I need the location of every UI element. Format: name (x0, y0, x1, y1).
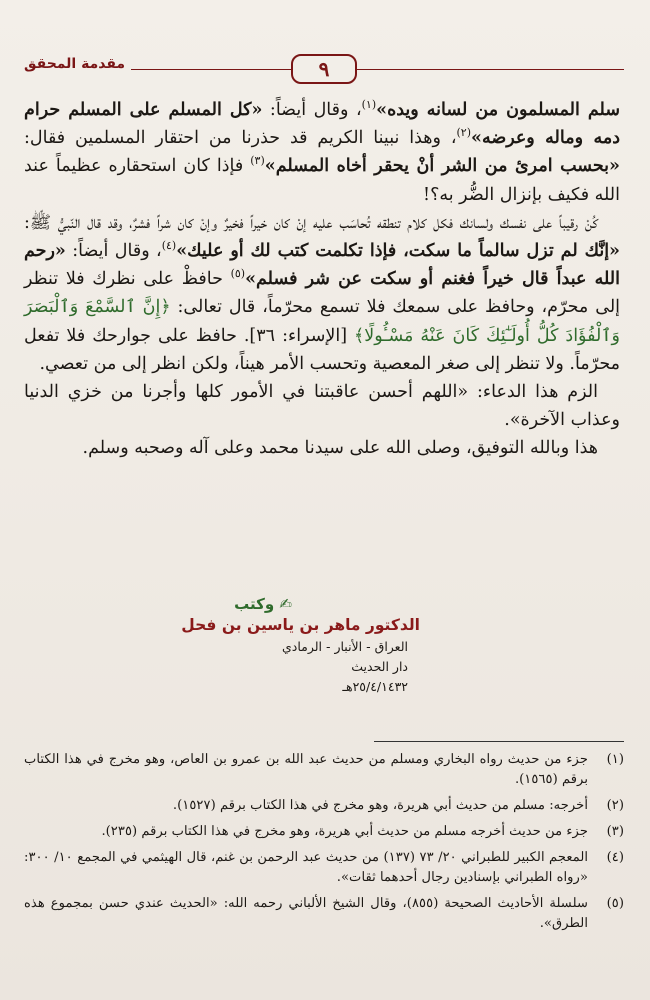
paragraph (24, 96, 620, 209)
paragraph (24, 209, 620, 378)
text-run: حافظْ على نظرك فلا تنظر إلى محرّم، وحافظ على سمعك فلا تسمع محرّماً، قال تعالى: (24, 269, 621, 318)
hadith-quote: سلم المسلمون من لسانه ويده» (376, 100, 620, 120)
page-number: ٩ (291, 54, 357, 84)
hadith-quote: «إنَّك لم تزل سالماً ما سكت، فإذا تكلمت كتب لك أو عليك» (176, 241, 620, 262)
hadith-quote: «كل المسلم على المسلم حرام دمه وماله وعرضه» (24, 100, 620, 149)
footnote-text: سلسلة الأحاديث الصحيحة (٨٥٥)، وقال الشيخ الألباني رحمه الله: «الحديث عندي حسن بمجموع هذه الطرق». (24, 896, 588, 931)
signature-date: ٢٥/٤/١٤٣٢هـ (342, 679, 408, 694)
footnote-number: (٢) (606, 798, 624, 813)
footnote-ref: (٣) (250, 154, 265, 168)
paragraph: هذا وبالله التوفيق، وصلى الله على سيدنا محمد وعلى آله وصحبه وسلم. (82, 438, 598, 459)
footnote-number: (٥) (606, 896, 624, 911)
footnote-text: المعجم الكبير للطبراني ٢٠/ ٧٣ (١٣٧) من حديث عبد الرحمن بن غنم، قال الهيثمي في المجمع ١٠/ ٣٠٠: «رواه الطبراني بإسنادين رجال أحدهما ثقات». (24, 850, 588, 885)
signature-label: ✍ وكتب (234, 595, 292, 613)
footnote (24, 848, 624, 888)
text-run: ، وقال أيضاً: (262, 100, 362, 120)
author-location: العراق - الأنبار - الرمادي (281, 639, 408, 654)
footnote-ref: (٢) (456, 126, 472, 140)
footnote-ref: (٤) (161, 239, 177, 253)
hadith-quote: «رحم الله عبداً قال خيراً فغنم أو سكت عن شر فسلم» (24, 241, 621, 290)
footnote-separator (374, 741, 624, 742)
footnote-text: جزء من حديث رواه البخاري ومسلم من حديث عبد الله بن عمرو بن العاص، وهو مخرج في هذا الكتاب برقم (١٥٦٥). (24, 752, 588, 787)
footnote-ref: (٥) (230, 267, 246, 281)
author-name: الدكتور ماهر بن ياسين بن فحل (181, 616, 420, 634)
footnote-text: جزء من حديث أخرجه مسلم من حديث أبي هريرة، وهو مخرج في هذا الكتاب برقم (٢٣٥). (101, 824, 588, 839)
text-run: فإذا كان استحقاره عظيماً عند الله فكيف بإنزال الضُّر به؟! (24, 156, 620, 205)
text-run: [الإسراء: ٣٦]. حافظ على جوارحك فلا تفعل محرّماً. ولا تنظر إلى صغر المعصية وتحسب الأمر هيناً، ولكن انظر إلى من تعصي. (24, 325, 620, 374)
footnote-number: (١) (606, 752, 624, 767)
footnote (24, 894, 624, 934)
text-run: كُنْ رقيباً على نفسك ولسانك فكل كلام تنطقه تُحاسَب عليه إنْ كان خيراً فخيرٌ وإنْ كان شراً فشرٌ، وقد قال النّبيُّ ﷺ: (24, 212, 598, 233)
main-text (24, 96, 620, 463)
footnote-ref: (١) (361, 98, 377, 112)
footnotes (24, 750, 624, 940)
hadith-quote: «بحسب امرئ من الشر أنْ يحقر أخاه المسلم» (264, 156, 620, 177)
text-run: ، وهذا نبينا الكريم قد حذرنا من احتقار المسلمين فقال: (24, 128, 457, 149)
page-header (24, 56, 624, 84)
text-run: ، وقال أيضاً: (65, 241, 162, 262)
quran-verse: ﴿إِنَّ ٱلسَّمْعَ وَٱلْبَصَرَ وَٱلْفُؤَادَ كُلُّ أُولَـٰٓئِكَ كَانَ عَنْهُ مَسْـُٔولًا﴾ (24, 297, 620, 346)
footnote (24, 750, 624, 790)
paragraph: الزم هذا الدعاء: «اللهم أحسن عاقبتنا في الأمور كلها وأجرنا من خزي الدنيا وعذاب الآخرة». (24, 382, 620, 431)
section-title: مقدمة المحقق (24, 56, 131, 72)
footnote (24, 796, 624, 816)
author-institution: دار الحديث (351, 659, 408, 674)
footnote-number: (٣) (606, 824, 624, 839)
signature-block (120, 595, 420, 694)
footnote-number: (٤) (606, 850, 624, 865)
footnote-text: أخرجه: مسلم من حديث أبي هريرة، وهو مخرج في هذا الكتاب برقم (١٥٢٧). (172, 798, 588, 813)
footnote (24, 822, 624, 842)
